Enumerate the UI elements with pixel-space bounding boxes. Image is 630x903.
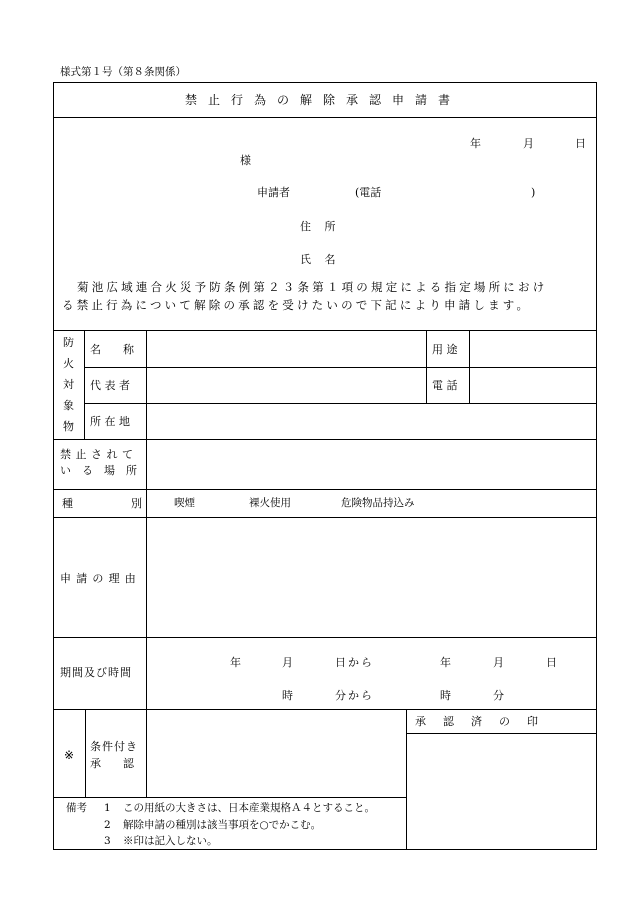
divider xyxy=(54,117,596,118)
applicant-name-label[interactable]: 氏 名 xyxy=(300,253,341,266)
divider xyxy=(426,330,427,403)
target-phone-label: 電 話 xyxy=(432,379,458,392)
divider xyxy=(54,797,406,798)
reason-label: 申請の理由 xyxy=(60,572,141,585)
prohibited-place-label: いる場所 xyxy=(60,464,148,477)
applicant-address-label[interactable]: 住 所 xyxy=(300,220,341,233)
divider xyxy=(54,637,596,638)
approval-stamp-area[interactable] xyxy=(408,735,595,847)
target-location-label: 所 在 地 xyxy=(90,415,130,428)
divider xyxy=(54,517,596,518)
divider xyxy=(54,709,596,710)
divider xyxy=(84,330,85,439)
date-month[interactable]: 月 xyxy=(523,137,534,150)
type-label: 種 xyxy=(62,497,73,510)
remark-text: 解除申請の種別は該当事項を○でかこむ。 xyxy=(123,819,322,831)
divider xyxy=(54,489,596,490)
addressee-suffix: 様 xyxy=(240,154,251,167)
prohibited-place-label: 禁止されて xyxy=(60,448,138,461)
conditional-approval-label: 承 認 xyxy=(90,757,134,770)
period-from-month[interactable]: 月 xyxy=(282,656,293,669)
approval-stamp-label: 承 認 済 の 印 xyxy=(415,715,541,728)
divider xyxy=(84,403,596,404)
conditional-approval-field[interactable] xyxy=(148,711,404,795)
period-from-day[interactable]: 日から xyxy=(335,656,374,669)
remark-text: ※印は記入しない。 xyxy=(123,835,218,847)
divider xyxy=(406,733,596,734)
target-label-char: 火 xyxy=(63,357,74,370)
applicant-phone-open[interactable]: (電話 xyxy=(355,186,382,199)
period-to-day[interactable]: 日 xyxy=(546,656,557,669)
period-to-minute[interactable]: 分 xyxy=(493,689,504,702)
date-year[interactable]: 年 xyxy=(470,137,481,150)
statement-line2: る禁止行為について解除の承認を受けたいので下記により申請します。 xyxy=(62,298,532,312)
period-to-year[interactable]: 年 xyxy=(440,656,451,669)
divider xyxy=(406,709,407,849)
target-usage-label: 用 途 xyxy=(432,343,458,356)
divider xyxy=(469,330,470,403)
remark-text: この用紙の大きさは、日本産業規格Ａ４とすること。 xyxy=(123,802,375,814)
remark-number: 1 xyxy=(104,802,111,814)
divider xyxy=(84,367,596,368)
target-location-field[interactable] xyxy=(148,405,595,437)
period-from-year[interactable]: 年 xyxy=(230,656,241,669)
remarks-label: 備考 xyxy=(66,802,87,814)
period-from-hour[interactable]: 時 xyxy=(282,689,293,702)
type-option-open-flame[interactable]: 裸火使用 xyxy=(249,497,291,509)
applicant-label: 申請者 xyxy=(257,186,290,199)
target-usage-field[interactable] xyxy=(471,332,595,365)
target-name-label: 名 称 xyxy=(90,343,134,356)
target-name-field[interactable] xyxy=(148,332,424,365)
target-representative-field[interactable] xyxy=(148,369,424,401)
divider xyxy=(54,330,596,331)
office-use-mark: ※ xyxy=(64,748,75,762)
reason-field[interactable] xyxy=(148,519,595,635)
conditional-approval-label: 条件付き xyxy=(90,740,138,753)
divider xyxy=(146,330,147,797)
period-to-hour[interactable]: 時 xyxy=(440,689,451,702)
target-label-char: 物 xyxy=(63,420,74,433)
date-day[interactable]: 日 xyxy=(575,137,586,150)
remark-number: 2 xyxy=(104,819,111,831)
period-label: 期間及び時間 xyxy=(60,666,132,679)
target-label-char: 対 xyxy=(63,378,74,391)
applicant-phone-close: ) xyxy=(531,186,536,199)
target-phone-field[interactable] xyxy=(471,369,595,401)
form-title: 禁止行為の解除承認申請書 xyxy=(185,93,462,107)
prohibited-place-field[interactable] xyxy=(148,441,595,487)
form-number: 様式第１号（第８条関係） xyxy=(60,66,186,78)
period-from-minute[interactable]: 分から xyxy=(335,689,374,702)
type-option-smoking[interactable]: 喫煙 xyxy=(174,497,195,509)
period-to-month[interactable]: 月 xyxy=(493,656,504,669)
remark-number: 3 xyxy=(104,835,111,847)
target-representative-label: 代 表 者 xyxy=(90,379,130,392)
type-label: 別 xyxy=(131,497,142,510)
type-option-hazardous-goods[interactable]: 危険物品持込み xyxy=(341,497,415,509)
statement-line1: 菊池広域連合火災予防条例第２３条第１項の規定による指定場所におけ xyxy=(77,280,548,294)
target-label-char: 防 xyxy=(63,336,74,349)
target-label-char: 象 xyxy=(63,399,74,412)
divider xyxy=(54,439,596,440)
divider xyxy=(85,709,86,797)
